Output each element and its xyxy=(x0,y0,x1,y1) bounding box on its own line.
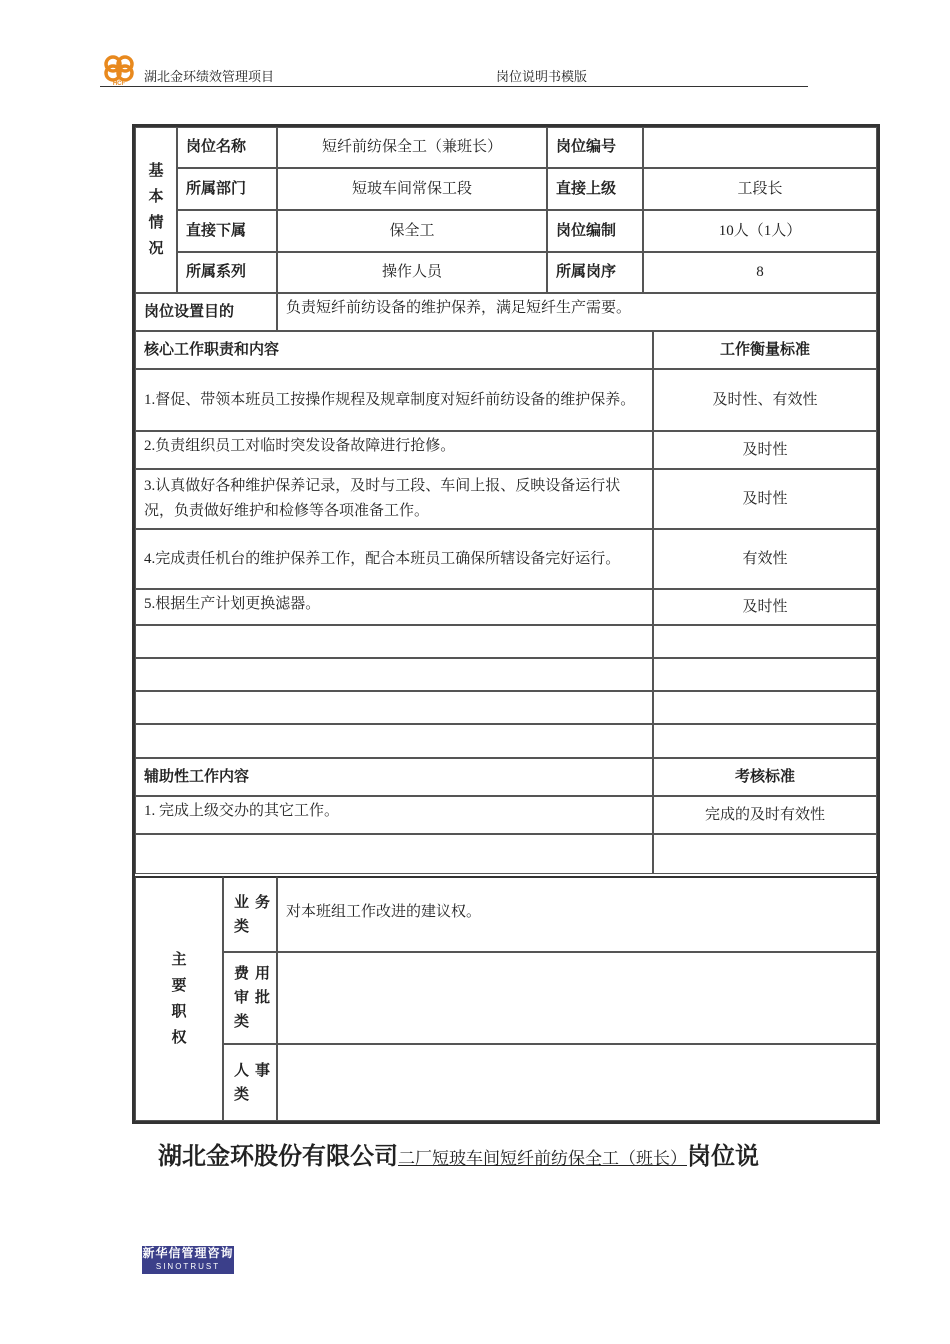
basic-section-label: 基本情况 xyxy=(135,127,177,293)
title-suffix: 岗位说 xyxy=(687,1143,759,1170)
header-template: 岗位说明书模版 xyxy=(496,69,588,84)
label-headcount: 岗位编制 xyxy=(547,210,643,252)
core-item-1: 1.督促、带领本班员工按操作规程及规章制度对短纤前纺设备的维护保养。 xyxy=(135,369,653,431)
sinotrust-logo xyxy=(142,1246,234,1274)
core-item-5: 5.根据生产计划更换滤器。 xyxy=(135,589,653,625)
hcf-logo-icon xyxy=(100,54,140,86)
authority-text-business: 对本班组工作改进的建议权。 xyxy=(277,876,877,952)
aux-std-1: 完成的及时有效性 xyxy=(653,796,877,834)
core-std-3: 及时性 xyxy=(653,469,877,529)
core-empty-row xyxy=(135,625,653,658)
authority-label: 主要职权 xyxy=(135,876,223,1121)
value-headcount: 10人（1人） xyxy=(643,210,877,252)
core-item-2: 2.负责组织员工对临时突发设备故障进行抢修。 xyxy=(135,431,653,469)
value-series: 操作人员 xyxy=(277,252,547,293)
core-item-3: 3.认真做好各种维护保养记录，及时与工段、车间上报、反映设备运行状况，负责做好维护和检修等各项准备工作。 xyxy=(135,469,653,529)
value-supervisor: 工段长 xyxy=(643,168,877,210)
core-empty-std xyxy=(653,724,877,758)
label-series: 所属系列 xyxy=(177,252,277,293)
aux-item-1: 1. 完成上级交办的其它工作。 xyxy=(135,796,653,834)
core-empty-std xyxy=(653,691,877,724)
authority-text-expense xyxy=(277,952,877,1044)
aux-empty-std xyxy=(653,834,877,874)
core-empty-std xyxy=(653,625,877,658)
authority-cat-personnel: 人事类 xyxy=(223,1044,277,1121)
core-empty-std xyxy=(653,658,877,691)
value-purpose: 负责短纤前纺设备的维护保养，满足短纤生产需要。 xyxy=(277,293,877,331)
core-header: 核心工作职责和内容 xyxy=(135,331,653,369)
core-std-4: 有效性 xyxy=(653,529,877,589)
core-std-header: 工作衡量标准 xyxy=(653,331,877,369)
aux-empty-row xyxy=(135,834,653,874)
value-subordinate: 保全工 xyxy=(277,210,547,252)
aux-header: 辅助性工作内容 xyxy=(135,758,653,796)
aux-std-header: 考核标准 xyxy=(653,758,877,796)
value-department: 短玻车间常保工段 xyxy=(277,168,547,210)
document-title xyxy=(158,1136,759,1171)
label-job-title: 岗位名称 xyxy=(177,127,277,168)
badge-cn: 新华信管理咨询 xyxy=(142,1246,234,1260)
page-header xyxy=(100,54,808,87)
value-job-code xyxy=(643,127,877,168)
title-company: 湖北金环股份有限公司 xyxy=(158,1143,398,1170)
title-position: 二厂短玻车间短纤前纺保全工（班长） xyxy=(398,1149,687,1168)
label-supervisor: 直接上级 xyxy=(547,168,643,210)
value-rank: 8 xyxy=(643,252,877,293)
core-item-4: 4.完成责任机台的维护保养工作，配合本班员工确保所辖设备完好运行。 xyxy=(135,529,653,589)
job-description-form xyxy=(132,124,880,1124)
authority-text-personnel xyxy=(277,1044,877,1121)
label-rank: 所属岗序 xyxy=(547,252,643,293)
label-subordinate: 直接下属 xyxy=(177,210,277,252)
label-job-code: 岗位编号 xyxy=(547,127,643,168)
core-empty-row xyxy=(135,658,653,691)
core-std-2: 及时性 xyxy=(653,431,877,469)
logo-text: HCF xyxy=(112,81,126,86)
authority-cat-expense: 费用审批类 xyxy=(223,952,277,1044)
core-std-1: 及时性、有效性 xyxy=(653,369,877,431)
header-project: 湖北金环绩效管理项目 xyxy=(144,69,275,84)
badge-en: SINOTRUST xyxy=(155,1262,221,1271)
core-empty-row xyxy=(135,724,653,758)
label-purpose: 岗位设置目的 xyxy=(135,293,277,331)
value-job-title: 短纤前纺保全工（兼班长） xyxy=(277,127,547,168)
label-department: 所属部门 xyxy=(177,168,277,210)
authority-cat-business: 业务类 xyxy=(223,876,277,952)
core-std-5: 及时性 xyxy=(653,589,877,625)
core-empty-row xyxy=(135,691,653,724)
